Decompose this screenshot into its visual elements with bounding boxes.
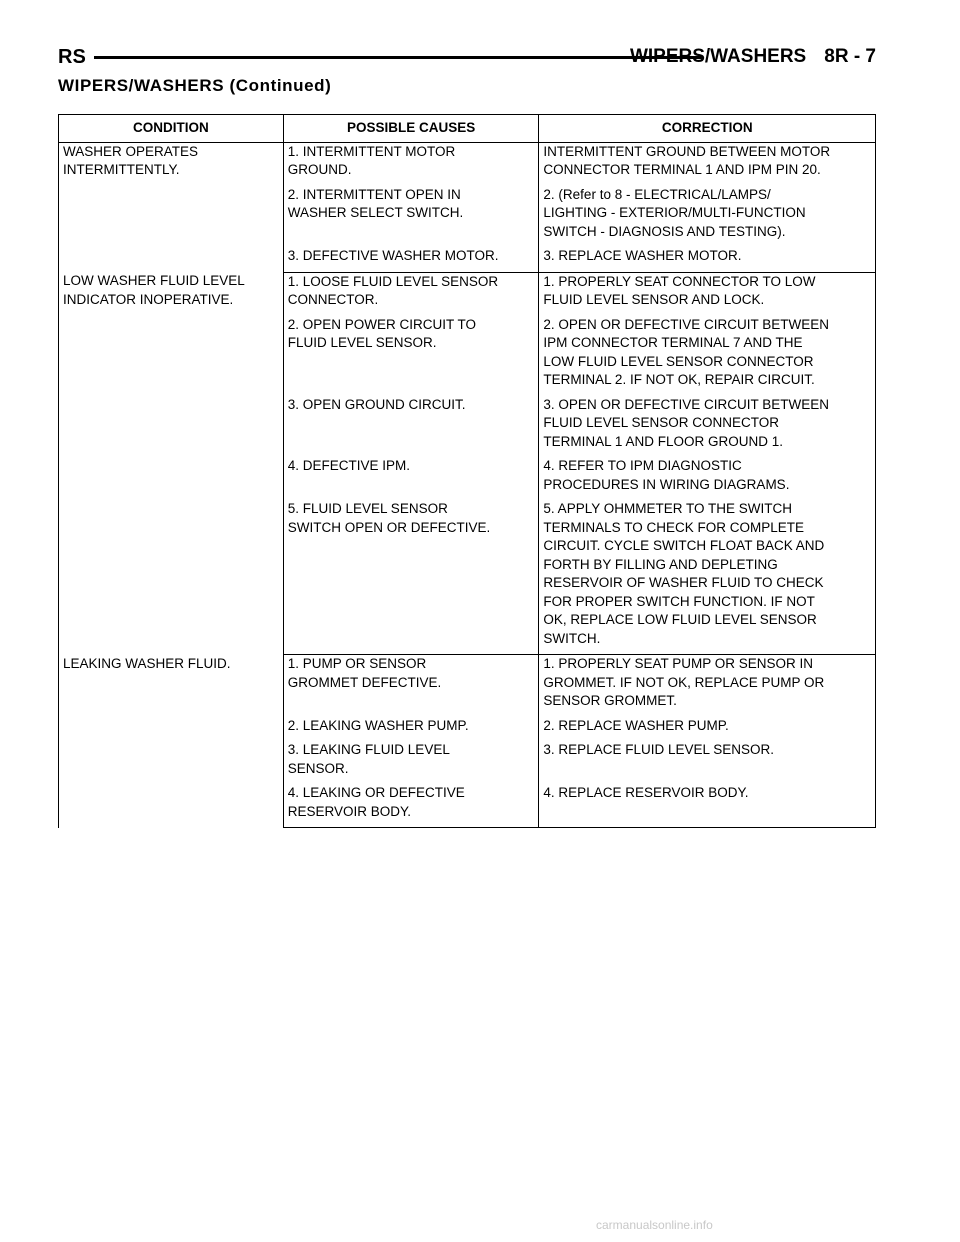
correction-cell: 2. REPLACE WASHER PUMP. xyxy=(539,717,876,742)
correction-cell: 2. (Refer to 8 - ELECTRICAL/LAMPS/ LIGHTING - EXTERIOR/MULTI-FUNCTION SWITCH - DIAGNOSIS AND TESTING). xyxy=(539,186,876,248)
header-section: WIPERS/WASHERS xyxy=(629,46,807,67)
diagnosis-table xyxy=(58,114,876,828)
table-row xyxy=(59,142,876,186)
cause-cell: 5. FLUID LEVEL SENSOR SWITCH OPEN OR DEFECTIVE. xyxy=(283,500,539,655)
correction-cell: 1. PROPERLY SEAT PUMP OR SENSOR IN GROMMET. IF NOT OK, REPLACE PUMP OR SENSOR GROMMET. xyxy=(539,655,876,717)
correction-cell: 4. REPLACE RESERVOIR BODY. xyxy=(539,784,876,828)
table-body xyxy=(59,142,876,828)
column-header-causes: POSSIBLE CAUSES xyxy=(283,115,539,143)
cause-cell: 2. LEAKING WASHER PUMP. xyxy=(283,717,539,742)
table-header xyxy=(59,115,876,143)
cause-cell: 2. INTERMITTENT OPEN IN WASHER SELECT SWITCH. xyxy=(283,186,539,248)
correction-cell: 5. APPLY OHMMETER TO THE SWITCH TERMINALS TO CHECK FOR COMPLETE CIRCUIT. CYCLE SWITCH FLOAT BACK AND FORTH BY FILLING AND DEPLETING RESERVOIR OF WASHER FLUID TO CHECK FOR PROPER SWITCH FUNCTION. IF NOT OK, REPLACE LOW FLUID LEVEL SENSOR SWITCH. xyxy=(539,500,876,655)
cause-cell: 3. LEAKING FLUID LEVEL SENSOR. xyxy=(283,741,539,784)
cause-cell: 2. OPEN POWER CIRCUIT TO FLUID LEVEL SENSOR. xyxy=(283,316,539,396)
correction-cell: INTERMITTENT GROUND BETWEEN MOTOR CONNECTOR TERMINAL 1 AND IPM PIN 20. xyxy=(539,142,876,186)
cause-cell: 3. OPEN GROUND CIRCUIT. xyxy=(283,396,539,458)
watermark: carmanualsonline.info xyxy=(596,1218,713,1232)
correction-cell: 3. REPLACE FLUID LEVEL SENSOR. xyxy=(539,741,876,784)
header-right xyxy=(630,44,876,70)
cause-cell: 1. PUMP OR SENSOR GROMMET DEFECTIVE. xyxy=(283,655,539,717)
correction-cell: 1. PROPERLY SEAT CONNECTOR TO LOW FLUID LEVEL SENSOR AND LOCK. xyxy=(539,272,876,316)
table-row xyxy=(59,272,876,316)
cause-cell: 4. LEAKING OR DEFECTIVE RESERVOIR BODY. xyxy=(283,784,539,828)
correction-cell: 2. OPEN OR DEFECTIVE CIRCUIT BETWEEN IPM CONNECTOR TERMINAL 7 AND THE LOW FLUID LEVEL SENSOR CONNECTOR TERMINAL 2. IF NOT OK, REPAIR CIRCUIT. xyxy=(539,316,876,396)
cause-cell: 4. DEFECTIVE IPM. xyxy=(283,457,539,500)
condition-cell: LEAKING WASHER FLUID. xyxy=(59,655,284,828)
condition-cell: LOW WASHER FLUID LEVEL INDICATOR INOPERATIVE. xyxy=(59,272,284,655)
column-header-correction: CORRECTION xyxy=(539,115,876,143)
column-header-condition: CONDITION xyxy=(59,115,284,143)
page-number: 8R - 7 xyxy=(824,46,876,67)
manual-code: RS xyxy=(58,46,86,68)
header-rule xyxy=(94,56,702,59)
cause-cell: 1. LOOSE FLUID LEVEL SENSOR CONNECTOR. xyxy=(283,272,539,316)
cause-cell: 3. DEFECTIVE WASHER MOTOR. xyxy=(283,247,539,272)
correction-cell: 3. REPLACE WASHER MOTOR. xyxy=(539,247,876,272)
section-title: WIPERS/WASHERS (Continued) xyxy=(58,76,332,95)
page-header xyxy=(58,44,876,70)
correction-cell: 4. REFER TO IPM DIAGNOSTIC PROCEDURES IN WIRING DIAGRAMS. xyxy=(539,457,876,500)
condition-cell: WASHER OPERATES INTERMITTENTLY. xyxy=(59,142,284,272)
cause-cell: 1. INTERMITTENT MOTOR GROUND. xyxy=(283,142,539,186)
table-row xyxy=(59,655,876,717)
correction-cell: 3. OPEN OR DEFECTIVE CIRCUIT BETWEEN FLUID LEVEL SENSOR CONNECTOR TERMINAL 1 AND FLOOR GROUND 1. xyxy=(539,396,876,458)
